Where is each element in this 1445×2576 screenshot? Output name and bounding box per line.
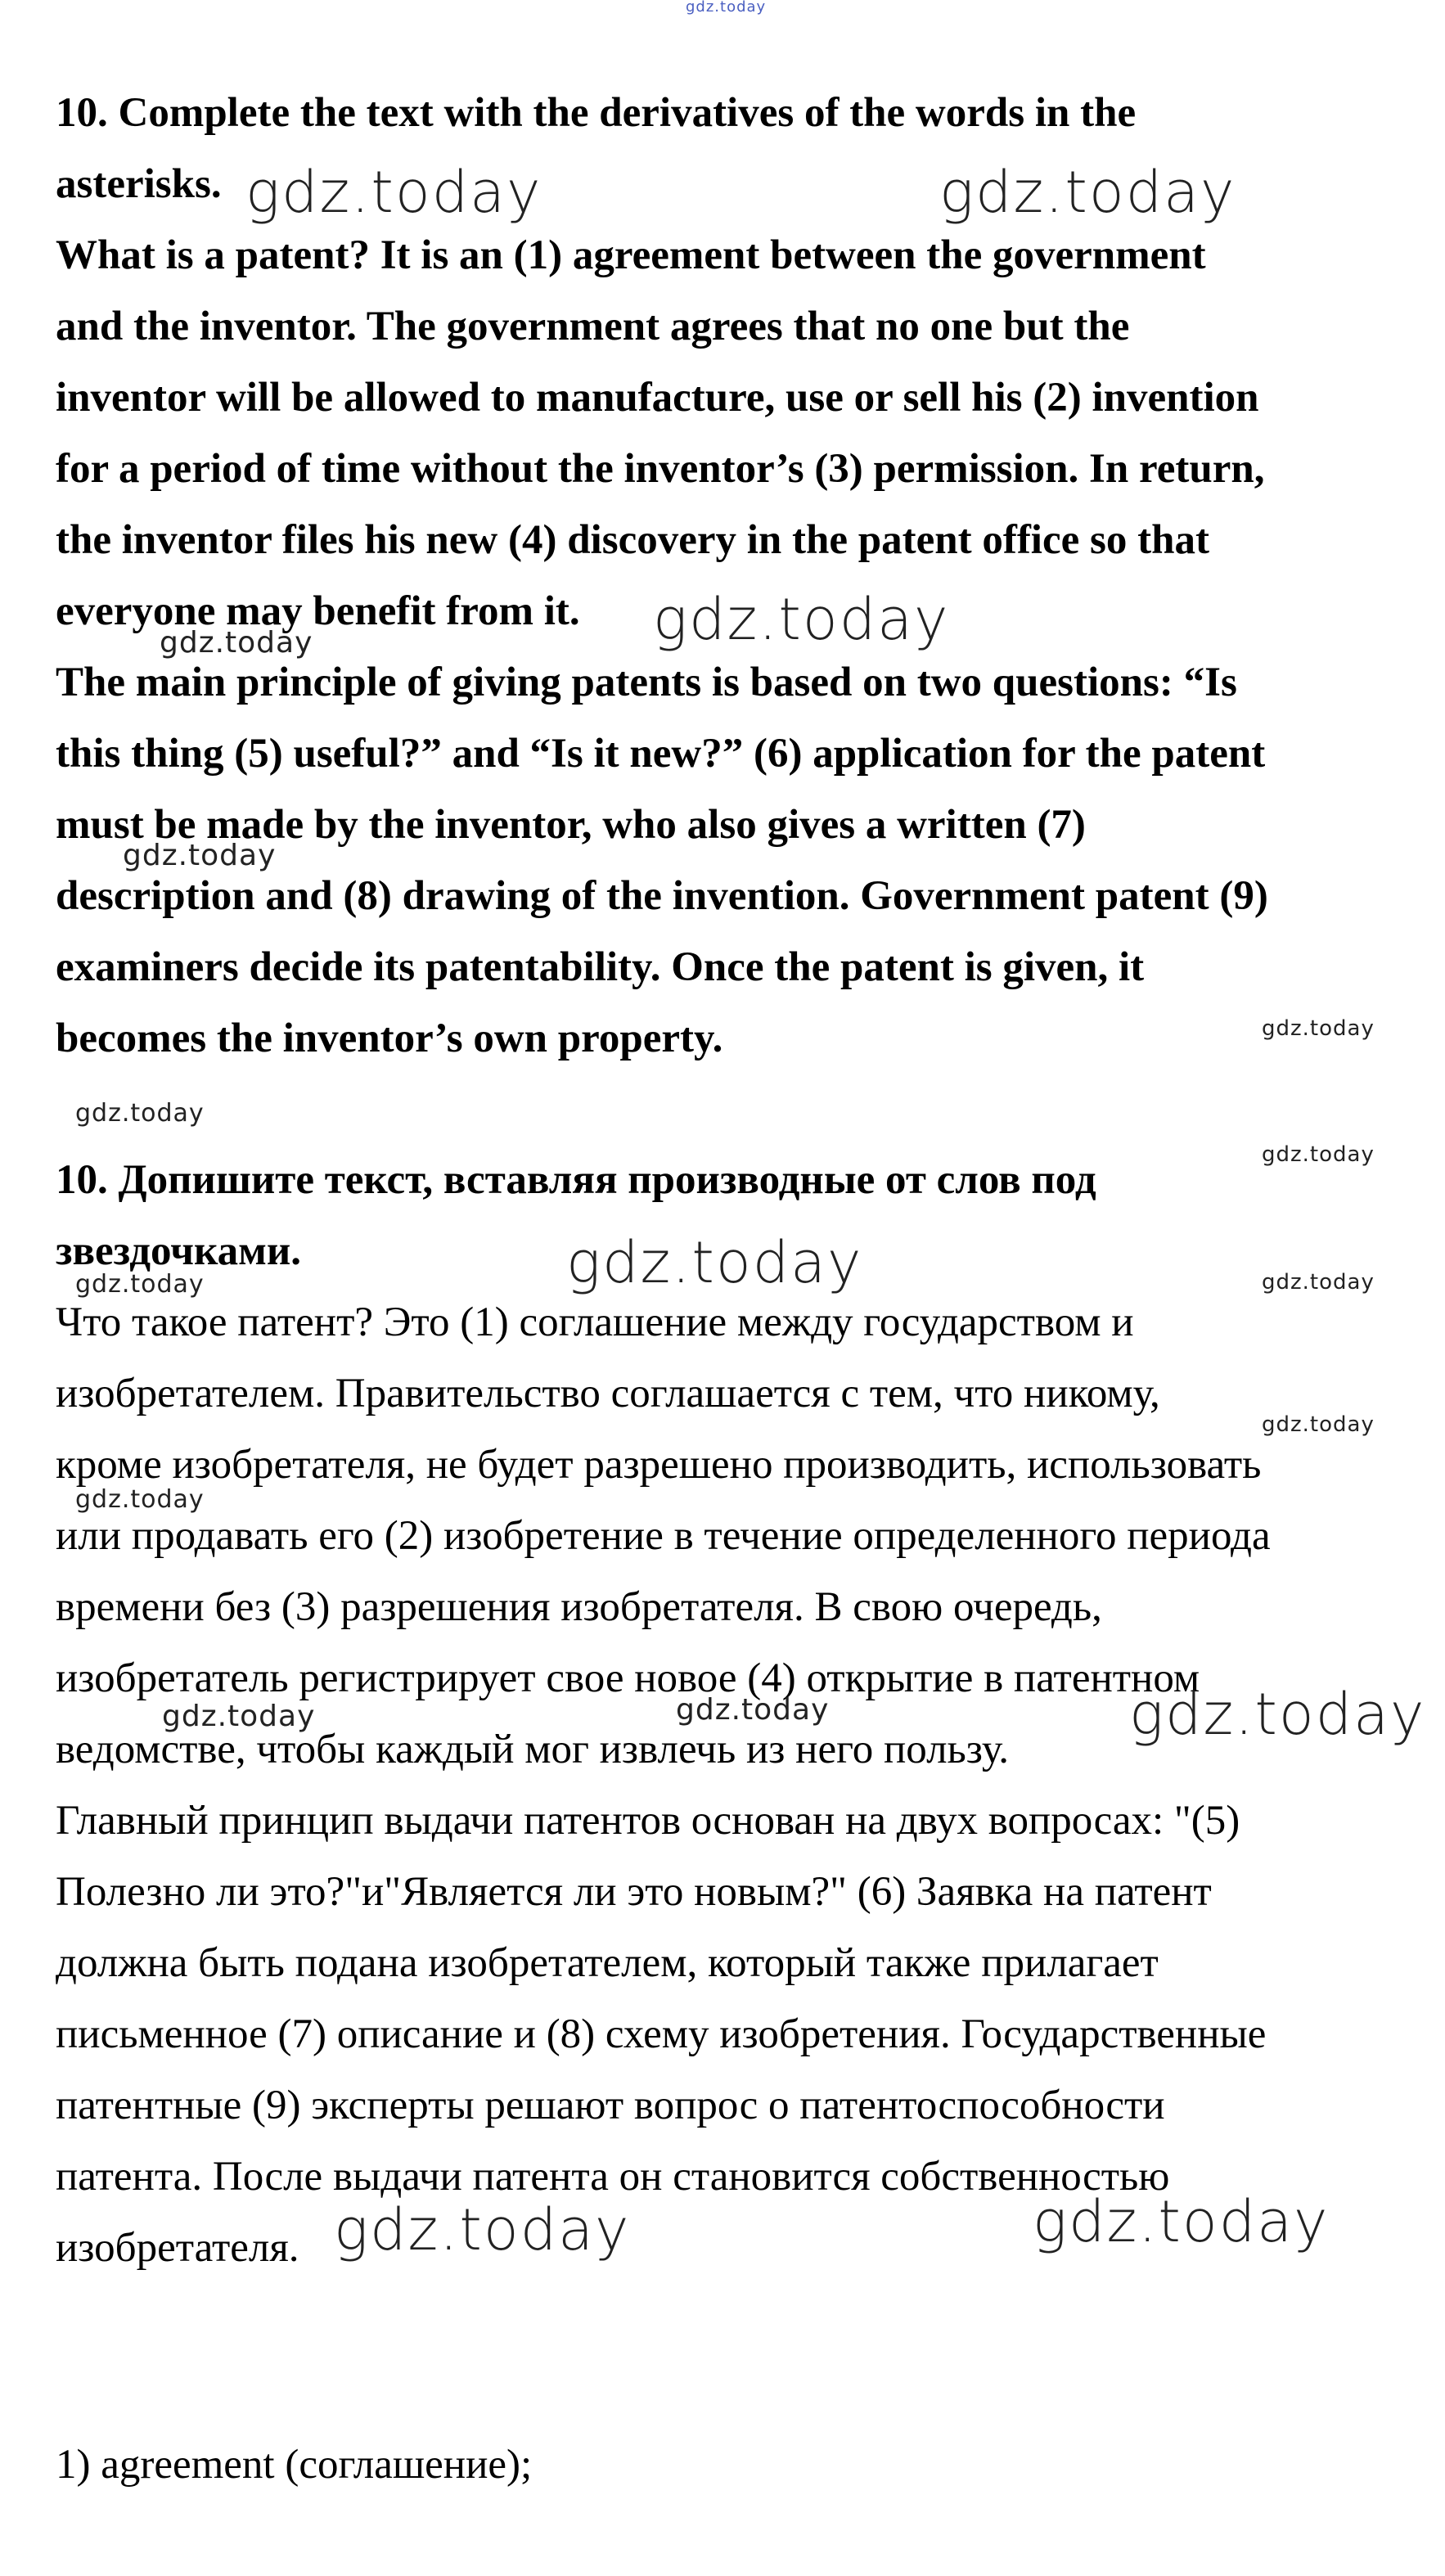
translation-text-line: патента. После выдачи патента он становится собственностью <box>56 2154 1170 2200</box>
task-text-line: What is a patent? It is an (1) agreement between the government <box>56 232 1206 278</box>
task-text-line: The main principle of giving patents is based on two questions: “Is <box>56 660 1237 705</box>
watermark: gdz.today <box>676 1693 830 1727</box>
translation-text-line: письменное (7) описание и (8) схему изобретения. Государственные <box>56 2011 1267 2057</box>
task-text-line: the inventor files his new (4) discovery in the patent office so that <box>56 517 1209 563</box>
task-text-line: this thing (5) useful?” and “Is it new?” (6) application for the patent <box>56 731 1266 777</box>
translation-text-line: изобретателя. <box>56 2225 299 2271</box>
task-heading-line-1: 10. Complete the text with the derivatives of the words in the <box>56 90 1137 136</box>
watermark: gdz.today <box>1129 1681 1426 1748</box>
translation-text-line: времени без (3) разрешения изобретателя. В свою очередь, <box>56 1584 1102 1630</box>
task-text-line: inventor will be allowed to manufacture, use or sell his (2) invention <box>56 375 1259 421</box>
task-text-line: for a period of time without the inventor’s (3) permission. In return, <box>56 446 1265 492</box>
watermark: gdz.today <box>653 586 950 653</box>
watermark: gdz.today <box>1262 1016 1375 1041</box>
watermark: gdz.today <box>75 1485 205 1514</box>
watermark: gdz.today <box>162 1700 316 1733</box>
task-text-line: everyone may benefit from it. <box>56 588 580 634</box>
translation-text-line: должна быть подана изобретателем, который также прилагает <box>56 1940 1159 1986</box>
header-watermark: gdz.today <box>686 0 767 16</box>
translation-text-line: Главный принцип выдачи патентов основан на двух вопросах: "(5) <box>56 1798 1240 1844</box>
watermark: gdz.today <box>75 1270 205 1299</box>
translation-text-line: кроме изобретателя, не будет разрешено производить, использовать <box>56 1442 1262 1488</box>
translation-text-line: ведомстве, чтобы каждый мог извлечь из него пользу. <box>56 1727 1010 1772</box>
task-heading-line-2: asterisks. <box>56 161 222 207</box>
watermark: gdz.today <box>123 839 277 872</box>
task-text-line: description and (8) drawing of the invention. Government patent (9) <box>56 873 1268 919</box>
translation-text-line: патентные (9) эксперты решают вопрос о патентоспособности <box>56 2083 1165 2128</box>
watermark: gdz.today <box>245 159 542 226</box>
watermark: gdz.today <box>75 1099 205 1128</box>
task-text-line: must be made by the inventor, who also gives a written (7) <box>56 802 1086 848</box>
translation-text-line: изобретатель регистрирует свое новое (4) открытие в патентном <box>56 1655 1200 1701</box>
watermark: gdz.today <box>1033 2188 1330 2255</box>
answer-item: 1) agreement (соглашение); <box>56 2442 533 2488</box>
translation-heading-line-1: 10. Допишите текст, вставляя производные от слов под <box>56 1157 1096 1203</box>
watermark: gdz.today <box>1262 1412 1375 1437</box>
watermark: gdz.today <box>160 626 313 660</box>
translation-text-line: или продавать его (2) изобретение в течение определенного периода <box>56 1513 1271 1559</box>
translation-heading-line-2: звездочками. <box>56 1228 301 1274</box>
task-text-line: examiners decide its patentability. Once the patent is given, it <box>56 944 1145 990</box>
watermark: gdz.today <box>1262 1142 1375 1167</box>
task-text-line: becomes the inventor’s own property. <box>56 1016 723 1061</box>
translation-text-line: изобретателем. Правительство соглашается с тем, что никому, <box>56 1371 1160 1416</box>
watermark: gdz.today <box>1262 1270 1375 1295</box>
watermark: gdz.today <box>939 159 1236 226</box>
watermark: gdz.today <box>334 2196 631 2263</box>
translation-text-line: Полезно ли это?"и"Является ли это новым?" (6) Заявка на патент <box>56 1869 1212 1915</box>
task-text-line: and the inventor. The government agrees that no one but the <box>56 304 1130 349</box>
translation-text-line: Что такое патент? Это (1) соглашение между государством и <box>56 1299 1134 1345</box>
watermark: gdz.today <box>566 1229 863 1296</box>
